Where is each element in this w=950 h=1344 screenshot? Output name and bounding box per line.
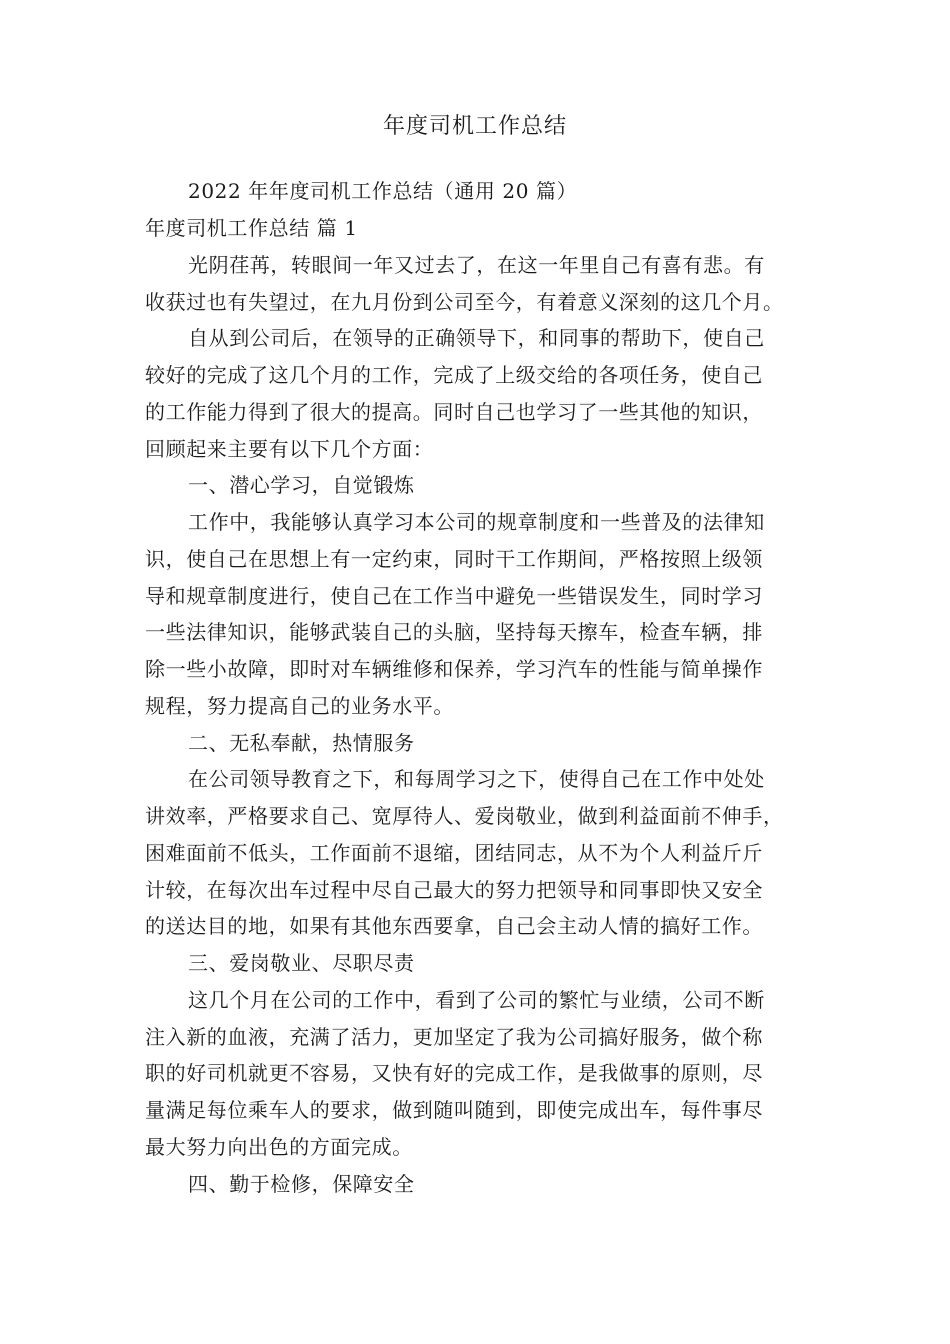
paragraph-line: 导和规章制度进行，使自己在工作当中避免一些错误发生，同时学习	[145, 584, 763, 608]
paragraph-line: 量满足每位乘车人的要求，做到随叫随到，即使完成出车，每件事尽	[145, 1098, 763, 1122]
paragraph-line: 收获过也有失望过，在九月份到公司至今，有着意义深刻的这几个月。	[145, 290, 784, 314]
paragraph-line: 较好的完成了这几个月的工作，完成了上级交给的各项任务，使自己	[145, 363, 763, 387]
paragraph-line: 计较，在每次出车过程中尽自己最大的努力把领导和同事即快又安全	[145, 878, 763, 902]
paragraph-line: 一些法律知识，能够武装自己的头脑，坚持每天擦车，检查车辆，排	[145, 620, 763, 644]
paragraph-line: 讲效率，严格要求自己、宽厚待人、爱岗敬业，做到利益面前不伸手，	[145, 804, 784, 828]
list-heading: 一、潜心学习，自觉锻炼	[188, 473, 415, 497]
document-title: 年度司机工作总结	[382, 114, 567, 139]
list-heading: 三、爱岗敬业、尽职尽责	[188, 951, 415, 975]
paragraph-line: 回顾起来主要有以下几个方面：	[145, 437, 434, 461]
paragraph-line: 在公司领导教育之下，和每周学习之下，使得自己在工作中处处	[188, 767, 765, 791]
paragraph-line: 工作中，我能够认真学习本公司的规章制度和一些普及的法律知	[188, 510, 765, 534]
paragraph-line: 职的好司机就更不容易，又快有好的完成工作，是我做事的原则，尽	[145, 1061, 763, 1085]
paragraph-line: 注入新的血液，充满了活力，更加坚定了我为公司搞好服务，做个称	[145, 1025, 763, 1049]
paragraph-line: 的送达目的地，如果有其他东西要拿，自己会主动人情的搞好工作。	[145, 914, 763, 938]
paragraph-line: 规程，努力提高自己的业务水平。	[145, 694, 454, 718]
paragraph-line: 这几个月在公司的工作中，看到了公司的繁忙与业绩，公司不断	[188, 988, 765, 1012]
paragraph-line: 除一些小故障，即时对车辆维修和保养，学习汽车的性能与简单操作	[145, 657, 763, 681]
paragraph-line: 最大努力向出色的方面完成。	[145, 1135, 413, 1159]
paragraph-line: 自从到公司后，在领导的正确领导下，和同事的帮助下，使自己	[188, 326, 765, 350]
section-heading: 年度司机工作总结 篇 1	[145, 216, 358, 240]
paragraph-line: 光阴荏苒，转眼间一年又过去了，在这一年里自己有喜有悲。有	[188, 253, 765, 277]
paragraph-line: 识，使自己在思想上有一定约束，同时干工作期间，严格按照上级领	[145, 547, 763, 571]
document-subtitle: 2022 年年度司机工作总结（通用 20 篇）	[188, 179, 578, 203]
paragraph-line: 困难面前不低头，工作面前不退缩，团结同志，从不为个人利益斤斤	[145, 841, 763, 865]
list-heading: 二、无私奉献，热情服务	[188, 731, 415, 755]
list-heading: 四、勤于检修，保障安全	[188, 1172, 415, 1196]
paragraph-line: 的工作能力得到了很大的提高。同时自己也学习了一些其他的知识，	[145, 400, 763, 424]
